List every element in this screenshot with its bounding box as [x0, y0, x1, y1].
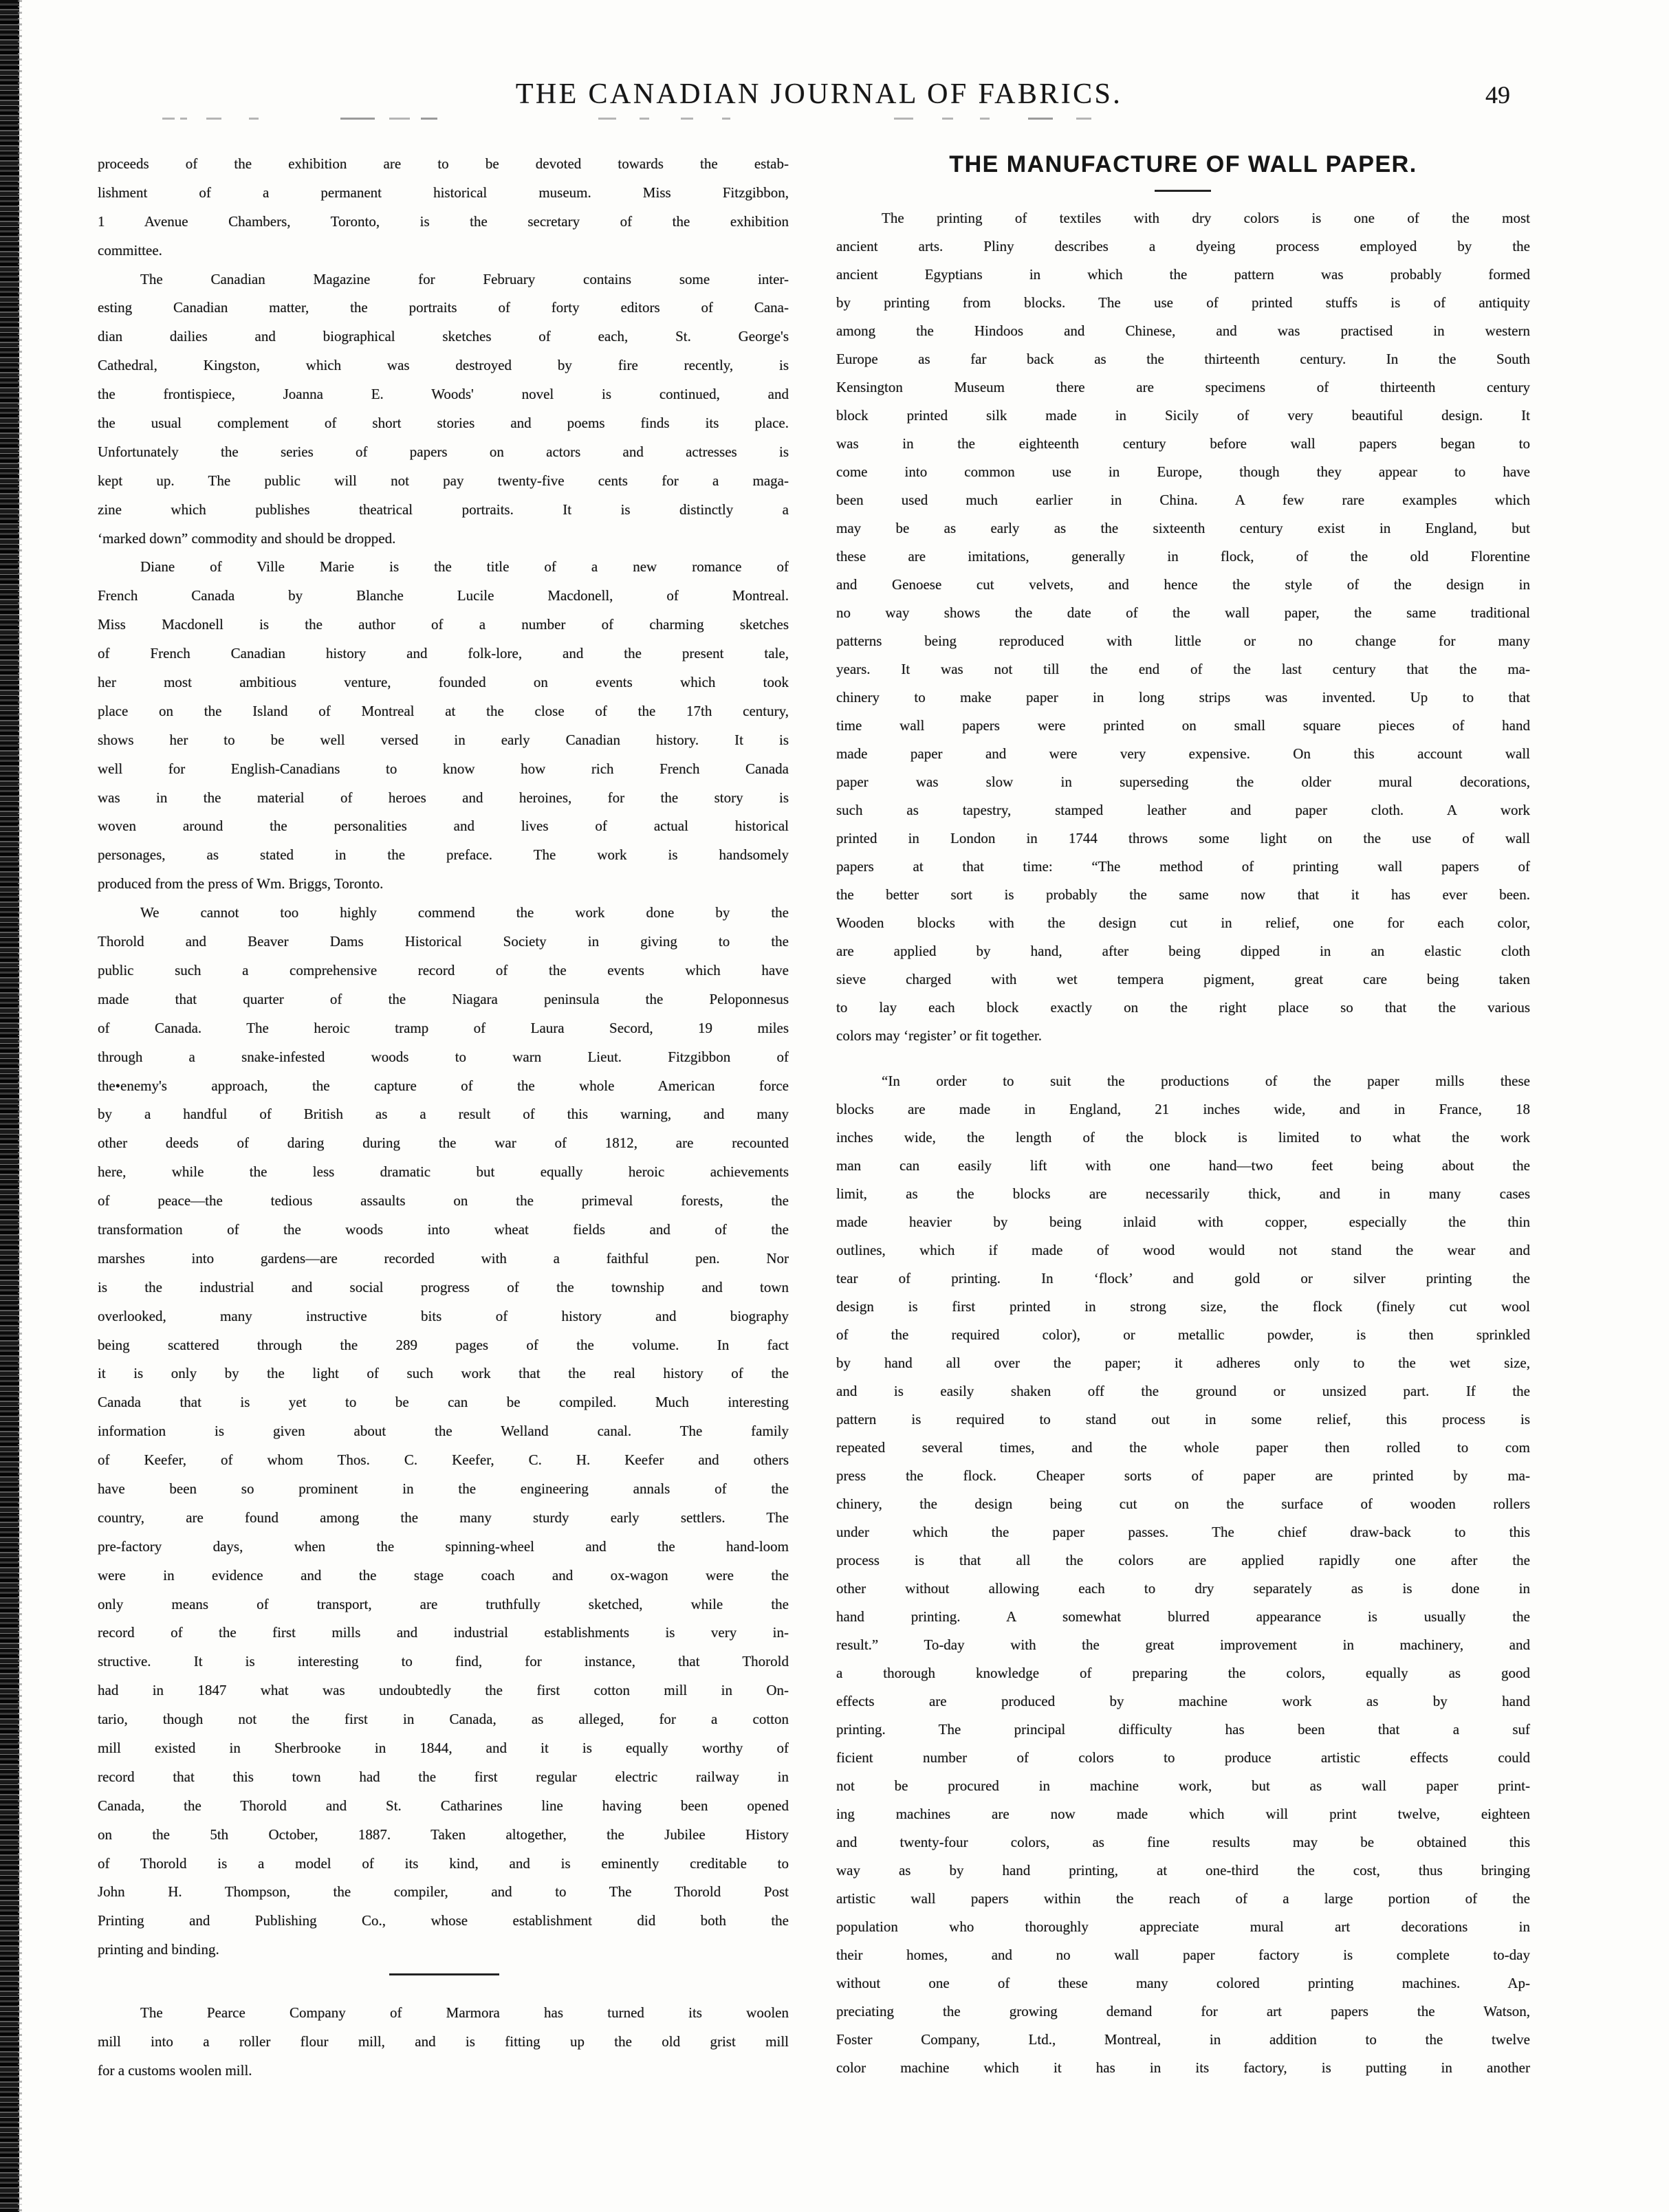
- text-line: colors may ‘register’ or fit together.: [836, 1027, 1042, 1044]
- text-line: was in the eighteenth century before wall papers began to: [836, 435, 1530, 452]
- text-line: are applied by hand, after being dipped in an elastic cloth: [836, 943, 1530, 959]
- paragraph-wall-paper-history: [836, 204, 1530, 1050]
- text-line: French Canada by Blanche Lucile Macdonell, of Montreal.: [98, 587, 789, 604]
- text-line: printing and binding.: [98, 1941, 219, 1958]
- text-line: man can easily lift with one hand—two feet being about the: [836, 1157, 1530, 1174]
- text-line: among the Hindoos and Chinese, and was practised in western: [836, 322, 1530, 339]
- text-line: limit, as the blocks are necessarily thick, and in many cases: [836, 1185, 1530, 1202]
- text-line: made heavier by being inlaid with copper, especially the thin: [836, 1214, 1530, 1230]
- text-line: have been so prominent in the engineering annals of the: [98, 1480, 789, 1497]
- text-line: was in the material of heroes and heroines, for the story is: [98, 789, 789, 806]
- text-line: hand printing. A somewhat blurred appearance is usually the: [836, 1608, 1530, 1625]
- text-line: Unfortunately the series of papers on actors and actresses is: [98, 443, 789, 460]
- text-line: color machine which it has in its factory, is putting in another: [836, 2059, 1530, 2076]
- paragraph-exhibition-continued: [98, 150, 789, 265]
- paragraph-canadian-magazine: [98, 265, 789, 554]
- text-line: dian dailies and biographical sketches of each, St. George's: [98, 328, 789, 345]
- text-line: Kensington Museum there are specimens of thirteenth century: [836, 379, 1530, 395]
- text-line: process is that all the colors are applied rapidly one after the: [836, 1552, 1530, 1568]
- text-line: committee.: [98, 241, 162, 259]
- text-line: outlines, which if made of wood would not stand the wear and: [836, 1242, 1530, 1258]
- text-line: Miss Macdonell is the author of a number of charming sketches: [98, 616, 789, 633]
- text-line: chinery, the design being cut on the surface of wooden rollers: [836, 1496, 1530, 1512]
- text-line: repeated several times, and the whole paper then rolled to com: [836, 1439, 1530, 1456]
- text-line: Printing and Publishing Co., whose establishment did both the: [98, 1912, 789, 1929]
- text-line: by hand all over the paper; it adheres only to the wet size,: [836, 1355, 1530, 1371]
- text-line: result.” To-day with the great improvement in machinery, and: [836, 1636, 1530, 1653]
- text-line: and Genoese cut velvets, and hence the style of the design in: [836, 576, 1530, 593]
- paragraph-diane-of-ville-marie: [98, 553, 789, 899]
- text-line: personages, as stated in the preface. The work is handsomely: [98, 846, 789, 864]
- text-line: patterns being reproduced with little or no change for many: [836, 633, 1530, 649]
- text-line: Cathedral, Kingston, which was destroyed by fire recently, is: [98, 357, 789, 374]
- text-line: other deeds of daring during the war of 1812, are recounted: [98, 1135, 789, 1152]
- section-divider: [389, 1973, 499, 1975]
- text-line: block printed silk made in Sicily of very beautiful design. It: [836, 407, 1530, 424]
- text-line: ancient arts. Pliny describes a dyeing process employed by the: [836, 238, 1530, 254]
- text-line: years. It was not till the end of the last century that the ma-: [836, 661, 1530, 677]
- text-line: country, are found among the many sturdy early settlers. The: [98, 1509, 789, 1526]
- text-line: being scattered through the 289 pages of the volume. In fact: [98, 1336, 789, 1353]
- text-line: of Canada. The heroic tramp of Laura Secord, 19 miles: [98, 1019, 789, 1036]
- paragraph-wall-paper-process: [836, 1067, 1530, 2082]
- text-line: place on the Island of Montreal at the close of the 17th century,: [98, 702, 789, 719]
- text-line: of Keefer, of whom Thos. C. Keefer, C. H. Keefer and others: [98, 1452, 789, 1469]
- text-line: We cannot too highly commend the work done by the: [140, 904, 789, 921]
- text-line: Canada, the Thorold and St. Catharines line having been opened: [98, 1797, 789, 1814]
- text-line: the•enemy's approach, the capture of the whole American force: [98, 1077, 789, 1094]
- text-line: by printing from blocks. The use of printed stuffs is of antiquity: [836, 294, 1530, 311]
- paragraph-thorold-history: [98, 899, 789, 1964]
- text-line: tear of printing. In ‘flock’ and gold or silver printing the: [836, 1270, 1530, 1286]
- text-line: Wooden blocks with the design cut in relief, one for each color,: [836, 915, 1530, 931]
- text-line: without one of these many colored printing machines. Ap-: [836, 1975, 1530, 1991]
- text-line: may be as early as the sixteenth century exist in England, but: [836, 520, 1530, 536]
- text-line: preciating the growing demand for art papers the Watson,: [836, 2003, 1530, 2019]
- text-line: John H. Thompson, the compiler, and to The Thorold Post: [98, 1883, 789, 1901]
- text-line: time wall papers were printed on small square pieces of hand: [836, 717, 1530, 734]
- text-line: Thorold and Beaver Dams Historical Society in giving to the: [98, 933, 789, 950]
- text-line: for a customs woolen mill.: [98, 2062, 252, 2079]
- text-line: ficient number of colors to produce artistic effects could: [836, 1749, 1530, 1766]
- paragraph-pearce-company: [98, 1998, 789, 2085]
- text-line: is the industrial and social progress of the township and town: [98, 1278, 789, 1295]
- text-line: record that this town had the first regular electric railway in: [98, 1768, 789, 1785]
- text-line: and twenty-four colors, as fine results may be obtained this: [836, 1834, 1530, 1850]
- text-line: Canada that is yet to be can be compiled. Much interesting: [98, 1394, 789, 1411]
- text-line: information is given about the Welland canal. The family: [98, 1423, 789, 1440]
- left-column: [98, 150, 789, 1964]
- text-line: not be procured in machine work, but as wall paper print-: [836, 1777, 1530, 1794]
- text-line: of the required color), or metallic powder, is then sprinkled: [836, 1326, 1530, 1343]
- text-line: to lay each block exactly on the right place so that the various: [836, 999, 1530, 1016]
- text-line: were in evidence and the stage coach and ox-wagon were the: [98, 1566, 789, 1584]
- text-line: these are imitations, generally in flock, of the old Florentine: [836, 548, 1530, 565]
- text-line: made that quarter of the Niagara peninsula the Peloponnesus: [98, 990, 789, 1007]
- text-line: The printing of textiles with dry colors is one of the most: [882, 210, 1530, 226]
- text-line: no way shows the date of the wall paper, the same traditional: [836, 604, 1530, 621]
- text-line: artistic wall papers within the reach of a large portion of the: [836, 1890, 1530, 1907]
- text-line: kept up. The public will not pay twenty-five cents for a maga-: [98, 472, 789, 489]
- text-line: under which the paper passes. The chief draw-back to this: [836, 1524, 1530, 1540]
- text-line: by a handful of British as a result of this warning, and many: [98, 1106, 789, 1123]
- text-line: her most ambitious venture, founded on events which took: [98, 674, 789, 691]
- text-line: had in 1847 what was undoubtedly the first cotton mill in On-: [98, 1682, 789, 1699]
- text-line: structive. It is interesting to find, for instance, that Thorold: [98, 1653, 789, 1670]
- text-line: esting Canadian matter, the portraits of forty editors of Cana-: [98, 299, 789, 316]
- text-line: woven around the personalities and lives of actual historical: [98, 818, 789, 835]
- text-line: mill existed in Sherbrooke in 1844, and it is equally worthy of: [98, 1739, 789, 1756]
- text-line: shows her to be well versed in early Canadian history. It is: [98, 731, 789, 748]
- text-line: paper was slow in superseding the older mural decorations,: [836, 774, 1530, 790]
- text-line: made paper and were very expensive. On this account wall: [836, 745, 1530, 762]
- text-line: papers at that time: “The method of printing wall papers of: [836, 858, 1530, 875]
- text-line: Diane of Ville Marie is the title of a new romance of: [140, 558, 789, 576]
- text-line: of French Canadian history and folk-lore, and the present tale,: [98, 645, 789, 662]
- text-line: Foster Company, Ltd., Montreal, in addition to the twelve: [836, 2031, 1530, 2048]
- text-line: The Pearce Company of Marmora has turned its woolen: [140, 2004, 789, 2021]
- text-line: printing. The principal difficulty has been that a suf: [836, 1721, 1530, 1738]
- text-line: pattern is required to stand out in some relief, this process is: [836, 1411, 1530, 1427]
- text-line: printed in London in 1744 throws some light on the use of wall: [836, 830, 1530, 846]
- text-line: population who thoroughly appreciate mural art decorations in: [836, 1918, 1530, 1935]
- scan-edge: [0, 0, 19, 2212]
- text-line: overlooked, many instructive bits of history and biography: [98, 1307, 789, 1324]
- title-divider: [1155, 190, 1211, 192]
- text-line: way as by hand printing, at one-third the cost, thus bringing: [836, 1862, 1530, 1879]
- news-note-pearce-company: [98, 1998, 789, 2085]
- text-line: tario, though not the first in Canada, as alleged, for a cotton: [98, 1711, 789, 1728]
- text-line: and is easily shaken off the ground or unsized part. If the: [836, 1383, 1530, 1399]
- text-line: marshes into gardens—are recorded with a faithful pen. Nor: [98, 1249, 789, 1267]
- article-paragraph-2: [836, 1067, 1530, 2082]
- text-line: “In order to suit the productions of the paper mills these: [882, 1073, 1530, 1089]
- text-line: the frontispiece, Joanna E. Woods' novel is continued, and: [98, 386, 789, 403]
- running-head: THE CANADIAN JOURNAL OF FABRICS.: [515, 78, 1123, 110]
- text-line: The Canadian Magazine for February contains some inter-: [140, 270, 789, 287]
- text-line: here, while the less dramatic but equally heroic achievements: [98, 1163, 789, 1181]
- article-title: THE MANUFACTURE OF WALL PAPER.: [949, 151, 1417, 177]
- text-line: a thorough knowledge of preparing the colors, equally as good: [836, 1665, 1530, 1681]
- text-line: proceeds of the exhibition are to be devoted towards the estab-: [98, 155, 789, 172]
- text-line: ancient Egyptians in which the pattern was probably formed: [836, 266, 1530, 283]
- article-paragraph-1: [836, 204, 1530, 1050]
- text-line: effects are produced by machine work as by hand: [836, 1693, 1530, 1709]
- text-line: record of the first mills and industrial establishments is very in-: [98, 1624, 789, 1641]
- text-line: only means of transport, are truthfully sketched, while the: [98, 1595, 789, 1612]
- text-line: press the flock. Cheaper sorts of paper are printed by ma-: [836, 1467, 1530, 1484]
- text-line: transformation of the woods into wheat fields and of the: [98, 1220, 789, 1238]
- text-line: well for English-Canadians to know how rich French Canada: [98, 760, 789, 777]
- text-line: 1 Avenue Chambers, Toronto, is the secretary of the exhibition: [98, 212, 789, 230]
- text-line: mill into a roller flour mill, and is fitting up the old grist mill: [98, 2033, 789, 2050]
- text-line: zine which publishes theatrical portraits. It is distinctly a: [98, 501, 789, 518]
- text-line: sieve charged with wet tempera pigment, great care being taken: [836, 971, 1530, 987]
- text-line: ‘marked down” commodity and should be dropped.: [98, 529, 396, 547]
- text-line: the usual complement of short stories and poems finds its place.: [98, 415, 789, 432]
- text-line: the better sort is probably the same now that it has ever been.: [836, 886, 1530, 903]
- text-line: such as tapestry, stamped leather and paper cloth. A work: [836, 802, 1530, 818]
- text-line: ing machines are now made which will print twelve, eighteen: [836, 1806, 1530, 1822]
- text-line: inches wide, the length of the block is limited to what the work: [836, 1129, 1530, 1146]
- page-number: 49: [1485, 81, 1510, 109]
- text-line: other without allowing each to dry separately as is done in: [836, 1580, 1530, 1597]
- text-line: pre-factory days, when the spinning-wheel and the hand-loom: [98, 1537, 789, 1555]
- text-line: through a snake-infested woods to warn Lieut. Fitzgibbon of: [98, 1048, 789, 1065]
- text-line: been used much earlier in China. A few rare examples which: [836, 492, 1530, 508]
- text-line: produced from the press of Wm. Briggs, Toronto.: [98, 875, 384, 893]
- text-line: on the 5th October, 1887. Taken altogether, the Jubilee History: [98, 1826, 789, 1843]
- text-line: of peace—the tedious assaults on the primeval forests, the: [98, 1192, 789, 1209]
- text-line: it is only by the light of such work that the real history of the: [98, 1365, 789, 1382]
- text-line: lishment of a permanent historical museum. Miss Fitzgibbon,: [98, 184, 789, 201]
- text-line: come into common use in Europe, though they appear to have: [836, 463, 1530, 480]
- text-line: of Thorold is a model of its kind, and is eminently creditable to: [98, 1854, 789, 1872]
- text-line: chinery to make paper in long strips was invented. Up to that: [836, 689, 1530, 705]
- text-line: design is first printed in strong size, the flock (finely cut wool: [836, 1298, 1530, 1315]
- text-line: their homes, and no wall paper factory is complete to-day: [836, 1947, 1530, 1963]
- text-line: Europe as far back as the thirteenth century. In the South: [836, 351, 1530, 367]
- text-line: blocks are made in England, 21 inches wide, and in France, 18: [836, 1101, 1530, 1117]
- text-line: public such a comprehensive record of the events which have: [98, 961, 789, 978]
